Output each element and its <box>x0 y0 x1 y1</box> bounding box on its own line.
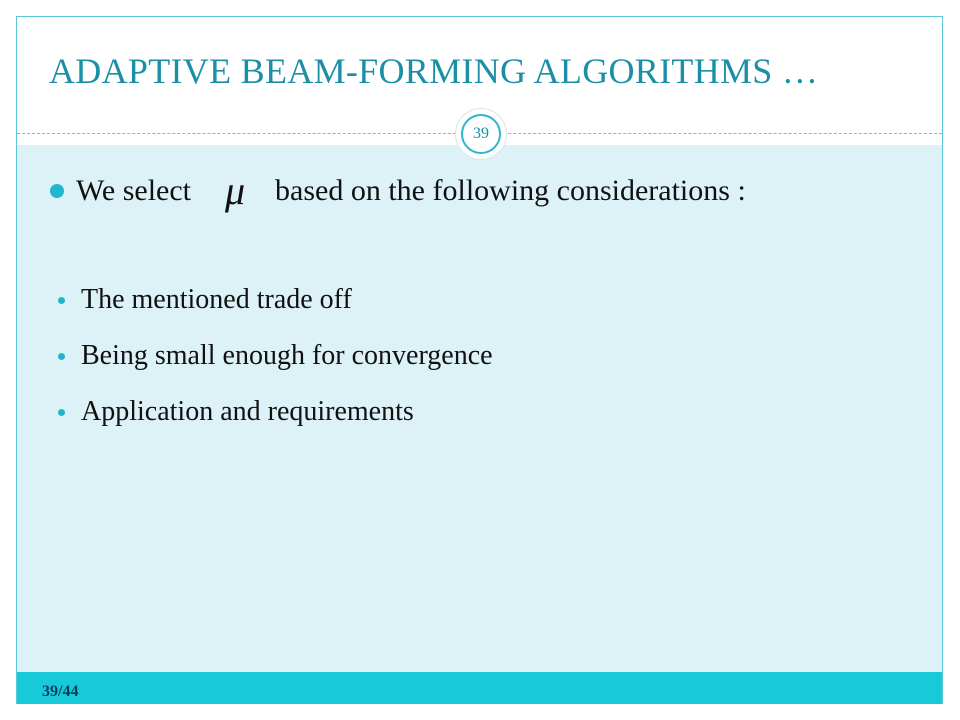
slide-number: 39 <box>461 114 501 154</box>
bullet-dot-icon <box>58 353 65 360</box>
footer-bar <box>17 672 942 704</box>
sub-bullet-text: Application and requirements <box>81 396 414 427</box>
bullet-dot-icon <box>58 409 65 416</box>
slide-title: ADAPTIVE BEAM-FORMING ALGORITHMS … <box>49 51 819 91</box>
sub-bullet-text: Being small enough for convergence <box>81 340 493 371</box>
main-bullet-suffix: based on the following considerations : <box>275 174 746 207</box>
sub-bullet <box>58 284 352 316</box>
sub-bullet <box>58 396 414 428</box>
sub-bullet <box>58 340 493 372</box>
mu-symbol: μ <box>224 168 246 213</box>
main-bullet <box>50 168 746 213</box>
bullet-dot-icon <box>50 184 64 198</box>
main-bullet-prefix: We select <box>76 174 192 207</box>
footer-page-counter: 39/44 <box>42 683 79 700</box>
slide-number-badge <box>455 108 507 160</box>
bullet-dot-icon <box>58 297 65 304</box>
sub-bullet-text: The mentioned trade off <box>81 284 352 315</box>
